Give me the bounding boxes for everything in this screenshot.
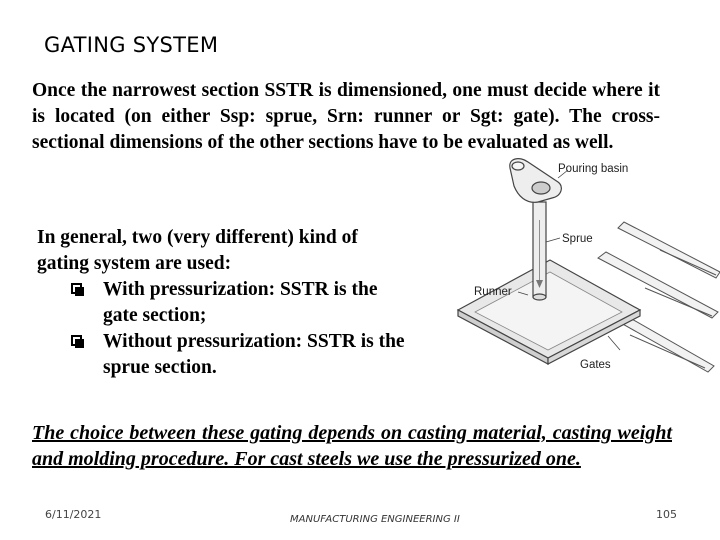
gating-types-line-1: In general, two (very different) kind of [37, 227, 358, 248]
pouring-basin [510, 159, 562, 203]
sprue [533, 202, 546, 300]
bullet-text: Without pressurization: SSTR is the [103, 331, 405, 352]
bullet-text-cont: gate section; [103, 305, 207, 326]
bullet-item-pressurized [37, 277, 457, 303]
bullet-text: With pressurization: SSTR is the [103, 279, 378, 300]
gating-system-diagram [440, 150, 720, 380]
conclusion-paragraph: The choice between these gating depends on casting material, casting weight and molding procedure. For cast steels we use the pressurized one. [32, 422, 672, 470]
footer-page-number: 105 [656, 508, 677, 521]
bullet-continuation [37, 303, 457, 329]
footer-date: 6/11/2021 [45, 508, 102, 521]
checkbox-bullet-icon [71, 283, 82, 294]
label-pouring-basin: Pouring basin [558, 163, 629, 175]
label-runner: Runner [474, 286, 512, 298]
bullet-item-unpressurized [37, 329, 457, 355]
runner-bar [458, 260, 640, 364]
intro-paragraph: Once the narrowest section SSTR is dimensioned, one must decide where it is located (on either Ssp: sprue, Srn: runner or Sgt: gate). The cross-sectional dimensions of the other sections have to be evaluated as well. [32, 80, 660, 153]
footer-course-title: MANUFACTURING ENGINEERING II [290, 514, 460, 525]
checkbox-bullet-icon [71, 335, 82, 346]
label-gates: Gates [580, 359, 611, 371]
gating-types-block [37, 225, 457, 381]
bullet-continuation [37, 355, 457, 381]
bullet-text-cont: sprue section. [103, 357, 217, 378]
label-sprue: Sprue [562, 233, 593, 245]
slide-title: GATING SYSTEM [44, 33, 219, 57]
gating-types-line-2: gating system are used: [37, 253, 232, 274]
